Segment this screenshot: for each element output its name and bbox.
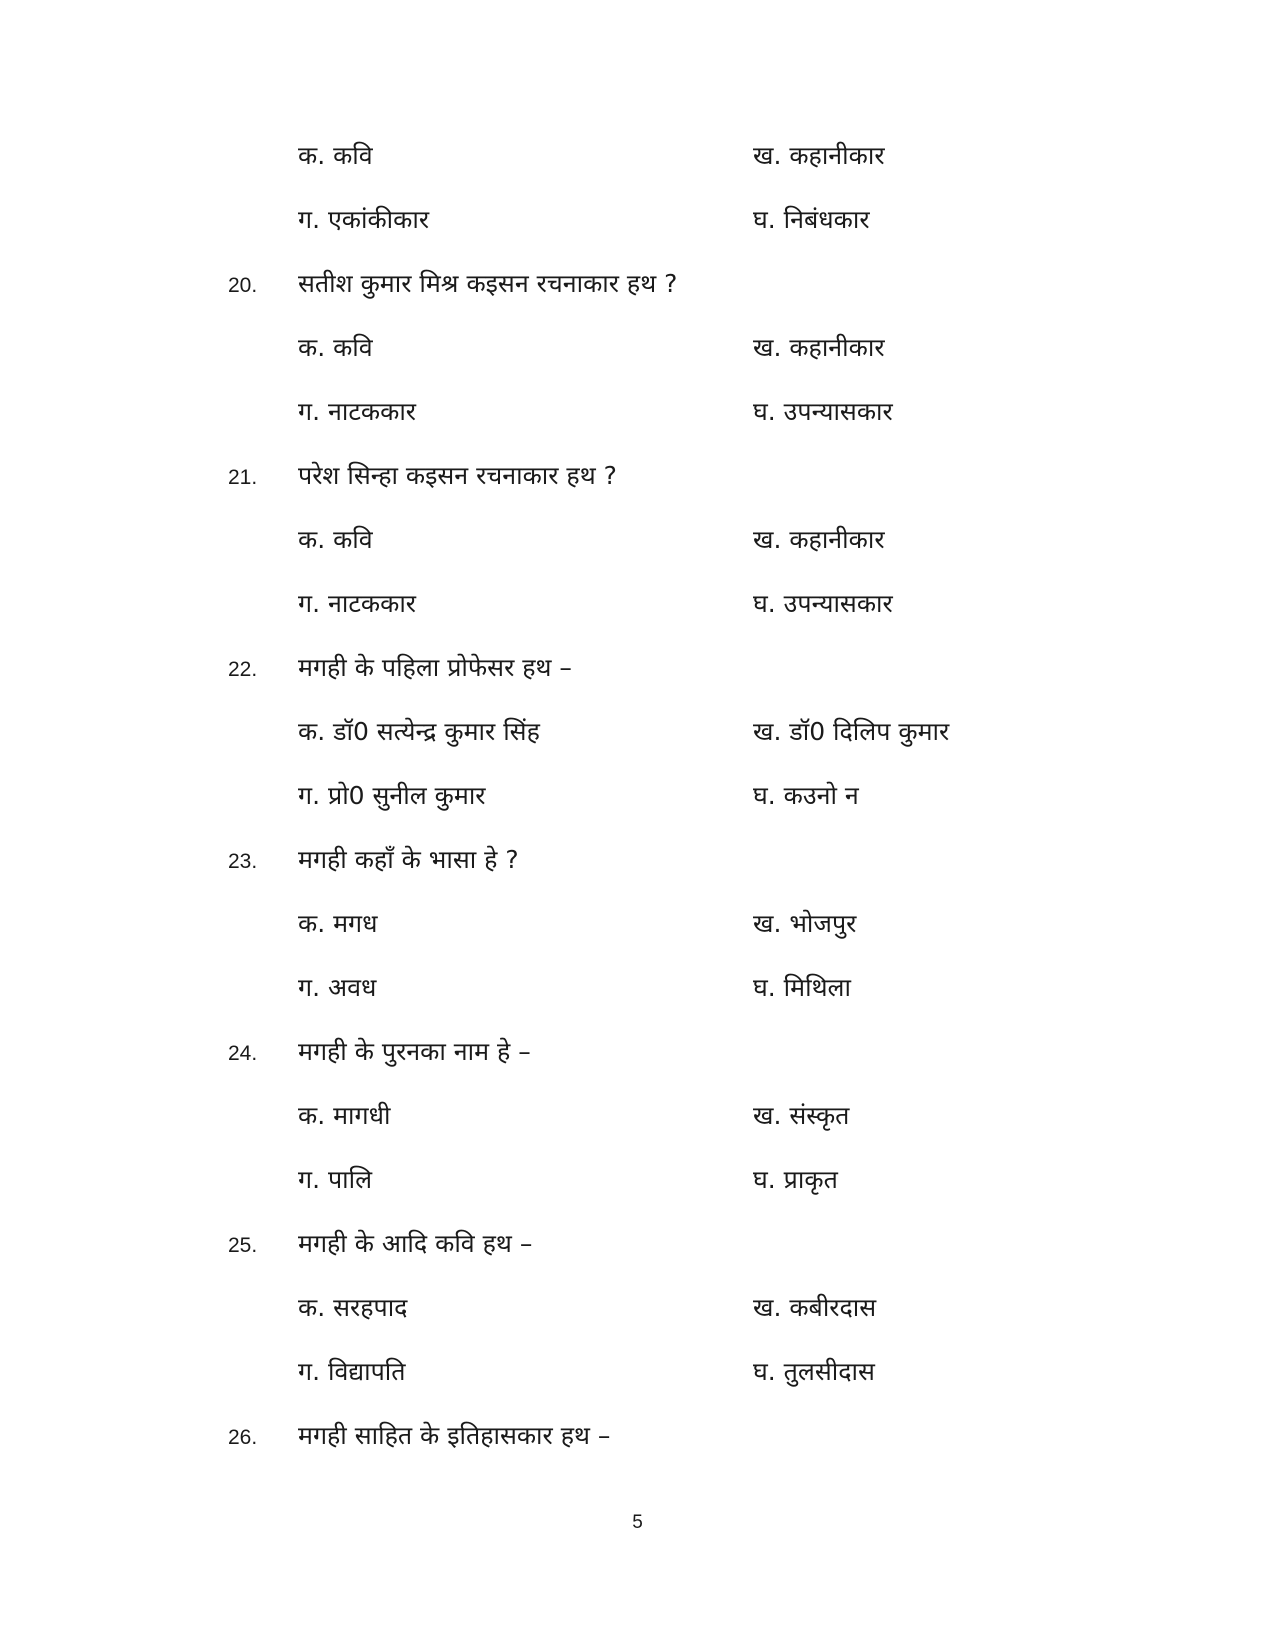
question-21 (0, 456, 1275, 496)
option-gha: घ. उपन्यासकार (753, 589, 893, 618)
question-26 (0, 1416, 1275, 1456)
question-text: मगही कहाँ के भासा हे ? (298, 845, 519, 874)
option-ka: क. डॉ0 सत्येन्द्र कुमार सिंह (298, 717, 540, 746)
option-gha: घ. मिथिला (753, 973, 851, 1002)
question-23 (0, 840, 1275, 880)
option-kha: ख. कहानीकार (753, 141, 885, 170)
option-ga: ग. विद्यापति (298, 1357, 406, 1386)
option-ga: ग. एकांकीकार (298, 205, 430, 234)
option-gha: घ. कउनो न (753, 781, 859, 810)
option-row (0, 136, 1275, 176)
question-number: 24. (228, 1042, 258, 1065)
option-ka: क. मगध (298, 909, 378, 938)
question-25 (0, 1224, 1275, 1264)
question-number: 25. (228, 1234, 258, 1257)
option-row (0, 392, 1275, 432)
option-gha: घ. तुलसीदास (753, 1357, 875, 1386)
option-ka: क. कवि (298, 333, 373, 362)
option-row (0, 328, 1275, 368)
option-gha: घ. प्राकृत (753, 1165, 838, 1194)
option-row (0, 1096, 1275, 1136)
question-number: 22. (228, 658, 258, 681)
option-gha: घ. निबंधकार (753, 205, 870, 234)
question-number: 23. (228, 850, 258, 873)
option-ka: क. मागधी (298, 1101, 391, 1130)
option-kha: ख. डॉ0 दिलिप कुमार (753, 717, 950, 746)
question-text: मगही के पुरनका नाम हे – (298, 1037, 531, 1066)
page-number: 5 (632, 1512, 643, 1533)
option-row (0, 904, 1275, 944)
option-row (0, 1352, 1275, 1392)
option-kha: ख. भोजपुर (753, 909, 857, 938)
option-kha: ख. कहानीकार (753, 525, 885, 554)
question-number: 26. (228, 1426, 258, 1449)
option-ka: क. कवि (298, 141, 373, 170)
question-text: परेश सिन्हा कइसन रचनाकार हथ ? (298, 461, 617, 490)
question-24 (0, 1032, 1275, 1072)
question-text: मगही के पहिला प्रोफेसर हथ – (298, 653, 572, 682)
option-ga: ग. नाटककार (298, 397, 417, 426)
option-row (0, 712, 1275, 752)
option-kha: ख. कबीरदास (753, 1293, 877, 1322)
question-number: 20. (228, 274, 258, 297)
option-ga: ग. प्रो0 सुनील कुमार (298, 781, 486, 810)
option-ka: क. कवि (298, 525, 373, 554)
option-ga: ग. अवध (298, 973, 377, 1002)
question-20 (0, 264, 1275, 304)
option-kha: ख. संस्कृत (753, 1101, 850, 1130)
option-row (0, 200, 1275, 240)
option-ga: ग. नाटककार (298, 589, 417, 618)
option-ga: ग. पालि (298, 1165, 373, 1194)
option-row (0, 776, 1275, 816)
option-kha: ख. कहानीकार (753, 333, 885, 362)
question-22 (0, 648, 1275, 688)
option-row (0, 520, 1275, 560)
question-text: मगही साहित के इतिहासकार हथ – (298, 1421, 611, 1450)
option-ka: क. सरहपाद (298, 1293, 408, 1322)
question-text: सतीश कुमार मिश्र कइसन रचनाकार हथ ? (298, 269, 678, 298)
option-row (0, 1160, 1275, 1200)
option-row (0, 968, 1275, 1008)
question-number: 21. (228, 466, 258, 489)
question-text: मगही के आदि कवि हथ – (298, 1229, 533, 1258)
option-row (0, 584, 1275, 624)
option-gha: घ. उपन्यासकार (753, 397, 893, 426)
option-row (0, 1288, 1275, 1328)
